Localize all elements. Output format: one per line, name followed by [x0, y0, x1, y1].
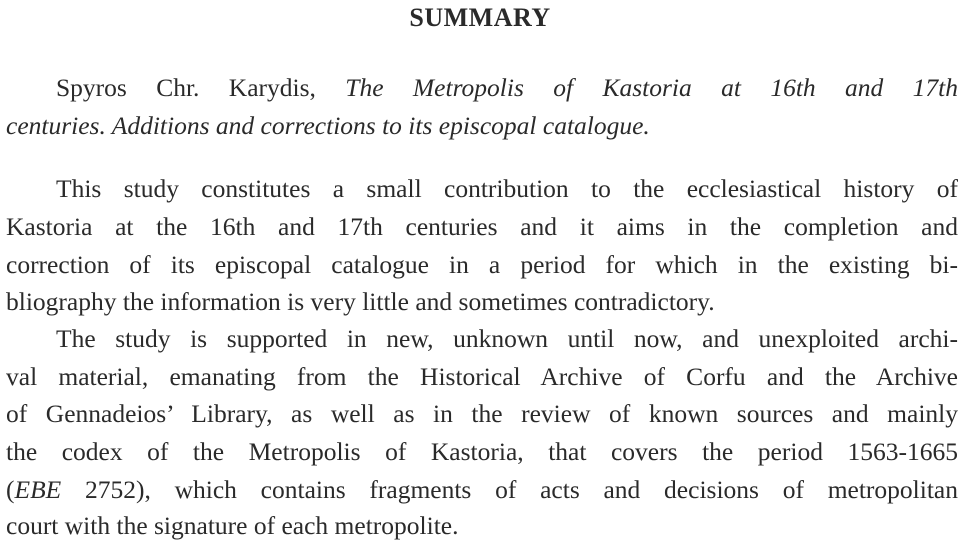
paragraph-2-line-5-text: 2752), which contains fragments of acts and decisions of metropolitan: [61, 475, 958, 504]
paragraph-2-line-5: [6, 474, 958, 506]
citation-title-part-2: centuries. Additions and corrections to its episcopal catalogue.: [6, 111, 650, 140]
paragraph-1-line-3: correction of its episcopal catalogue in a period for which in the existing bi-: [6, 250, 958, 279]
citation-title-part-1: The Metropolis of Kastoria at 16th and 17th: [345, 73, 958, 102]
citation-line-1: [56, 72, 958, 104]
citation-author: Spyros Chr. Karydis,: [56, 73, 346, 102]
paragraph-2-line-1: The study is supported in new, unknown until now, and unexploited archi-: [56, 324, 958, 353]
ebe-abbreviation: EBE: [14, 475, 62, 504]
citation-line-2: [6, 110, 958, 142]
paragraph-2-line-2: val material, emanating from the Historical Archive of Corfu and the Archive: [6, 362, 958, 391]
paragraph-1-line-2: Kastoria at the 16th and 17th centuries and it aims in the completion and: [6, 212, 958, 241]
paragraph-1-line-1: This study constitutes a small contribution to the ecclesiastical history of: [56, 174, 958, 203]
paragraph-2-line-3: of Gennadeios’ Library, as well as in the review of known sources and mainly: [6, 399, 958, 428]
paren-open: (: [6, 475, 15, 504]
paragraph-2-line-4: the codex of the Metropolis of Kastoria, that covers the period 1563-1665: [6, 437, 958, 466]
paragraph-2-line-6: court with the signature of each metropolite.: [6, 511, 459, 540]
paragraph-1-line-4: bliography the information is very little and sometimes contradictory.: [6, 287, 715, 316]
summary-heading: SUMMARY: [409, 3, 551, 32]
